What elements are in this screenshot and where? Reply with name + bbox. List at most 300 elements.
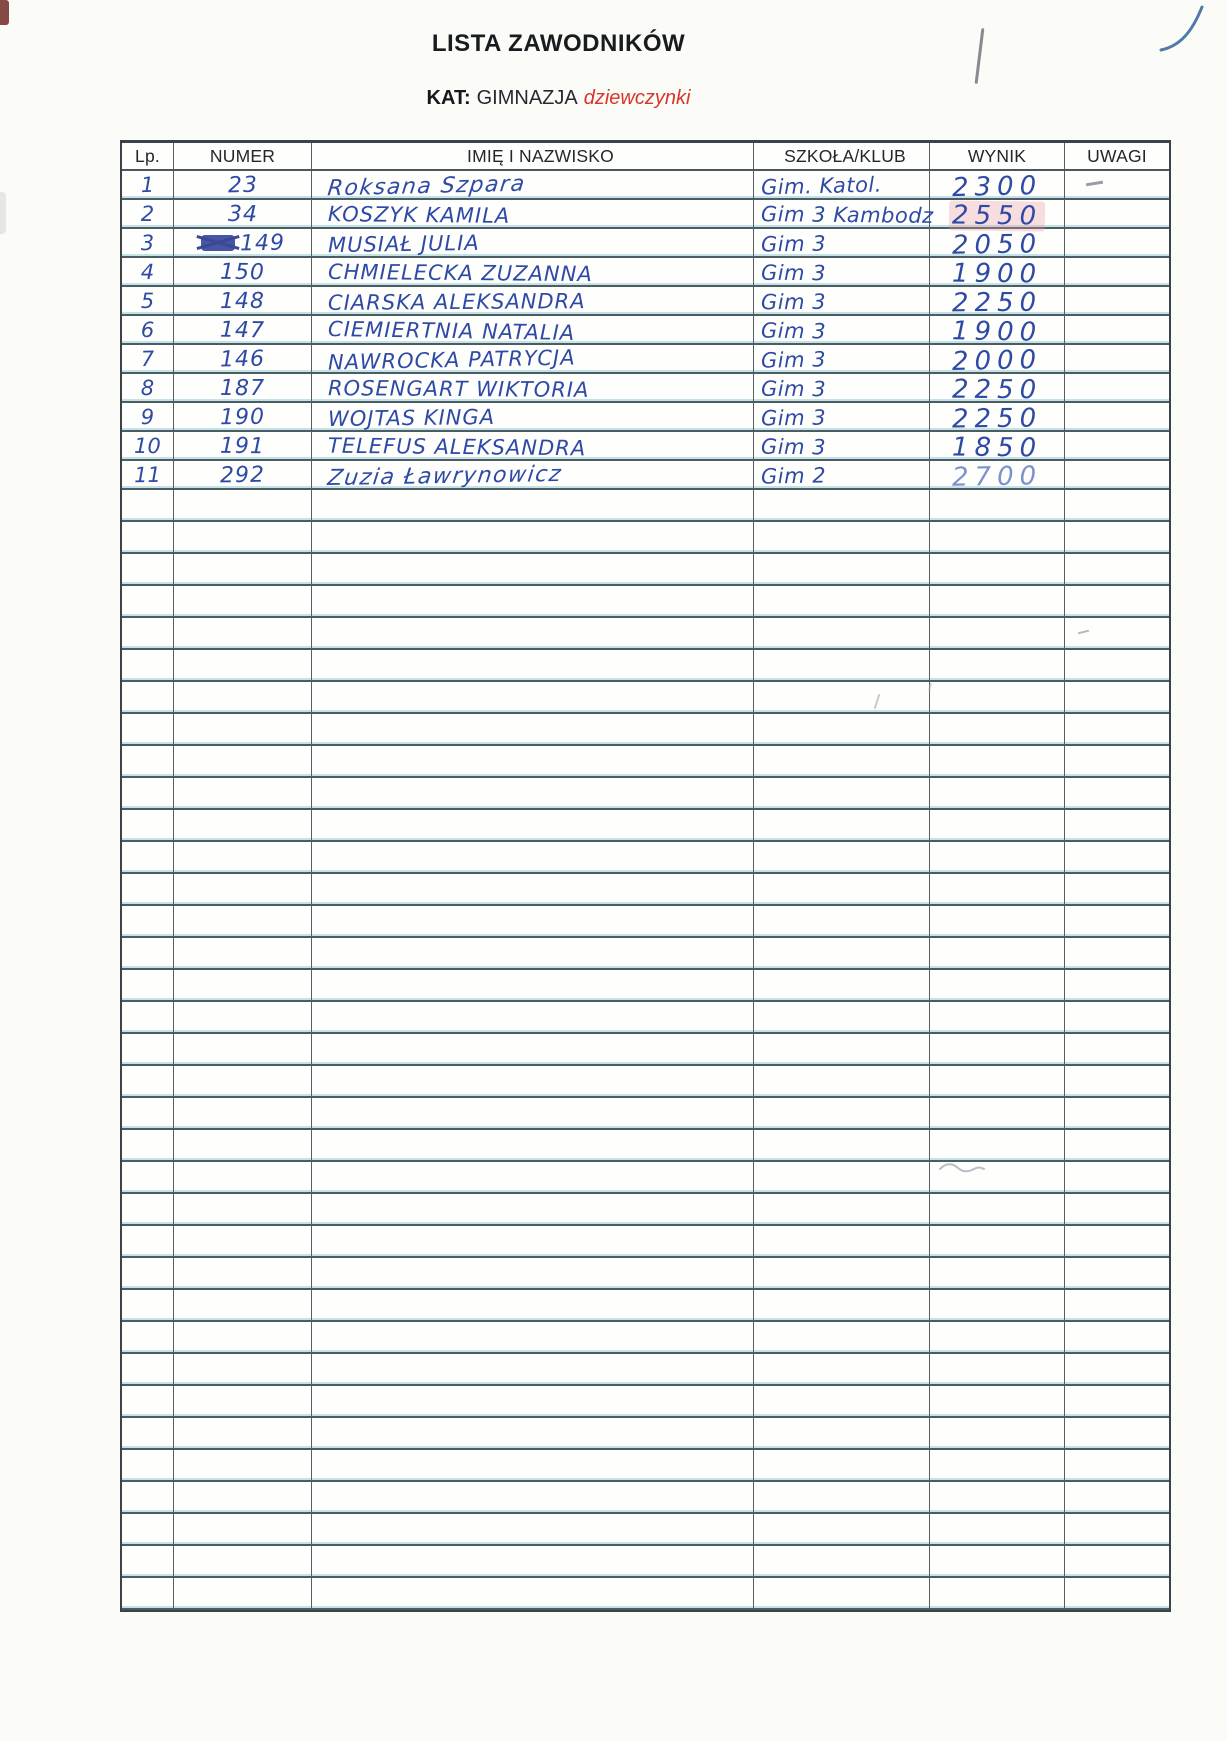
empty-cell xyxy=(122,682,174,712)
numer-value: 150 xyxy=(219,259,266,286)
empty-cell xyxy=(754,1290,930,1320)
numer-value: 191 xyxy=(219,433,266,460)
lp-value: 1 xyxy=(140,172,155,198)
empty-cell xyxy=(122,1130,174,1160)
lp-value: 9 xyxy=(140,404,155,430)
empty-cell xyxy=(1065,1034,1169,1064)
numer-cell xyxy=(174,374,312,401)
empty-table-row xyxy=(122,554,1169,586)
header-numer: NUMER xyxy=(174,143,312,169)
table-header-row xyxy=(122,143,1169,171)
wynik-value: 2250 xyxy=(951,374,1043,406)
wynik-cell xyxy=(930,200,1065,232)
numer-cell xyxy=(174,403,312,430)
club-cell xyxy=(754,316,930,343)
empty-cell xyxy=(122,490,174,520)
club-value: Gim 3 xyxy=(760,318,827,344)
empty-cell xyxy=(930,938,1065,968)
name-value: ROSENGART WIKTORIA xyxy=(327,376,590,402)
empty-cell xyxy=(312,970,754,1000)
empty-cell xyxy=(754,618,930,648)
table-row xyxy=(122,374,1169,406)
header-club: SZKOŁA/KLUB xyxy=(754,143,930,169)
empty-cell xyxy=(930,1578,1065,1608)
club-cell xyxy=(754,432,930,459)
empty-cell xyxy=(754,1482,930,1512)
name-value: CIEMIERTNIA NATALIA xyxy=(327,317,576,345)
empty-cell xyxy=(122,970,174,1000)
lp-value: 7 xyxy=(140,346,155,372)
empty-cell xyxy=(174,1002,312,1032)
club-cell xyxy=(754,403,930,430)
club-value: Gim 2 xyxy=(760,463,827,489)
empty-cell xyxy=(930,1354,1065,1384)
empty-cell xyxy=(122,1066,174,1096)
empty-cell xyxy=(1065,1194,1169,1224)
empty-table-row xyxy=(122,618,1169,650)
uwagi-cell xyxy=(1065,345,1169,372)
empty-cell xyxy=(312,810,754,840)
empty-table-row xyxy=(122,1194,1169,1226)
empty-cell xyxy=(1065,554,1169,584)
empty-cell xyxy=(174,1354,312,1384)
club-cell xyxy=(754,171,930,198)
empty-cell xyxy=(122,618,174,648)
empty-cell xyxy=(122,586,174,616)
empty-cell xyxy=(754,1450,930,1480)
empty-cell xyxy=(754,1130,930,1160)
wynik-cell xyxy=(930,229,1065,261)
empty-cell xyxy=(174,778,312,808)
lp-value: 4 xyxy=(140,259,155,285)
wynik-value: 2050 xyxy=(951,229,1043,261)
lp-value: 5 xyxy=(140,288,155,314)
empty-cell xyxy=(754,1354,930,1384)
table-row xyxy=(122,287,1169,319)
name-value: MUSIAŁ JULIA xyxy=(327,230,480,258)
empty-table-row xyxy=(122,842,1169,874)
empty-cell xyxy=(1065,682,1169,712)
empty-cell xyxy=(122,1226,174,1256)
numer-cell xyxy=(174,287,312,314)
uwagi-cell xyxy=(1065,432,1169,459)
empty-cell xyxy=(1065,874,1169,904)
empty-cell xyxy=(312,490,754,520)
name-value: KOSZYK KAMILA xyxy=(327,202,511,228)
empty-cell xyxy=(930,618,1065,648)
empty-cell xyxy=(174,1482,312,1512)
uwagi-cell xyxy=(1065,258,1169,285)
empty-cell xyxy=(754,874,930,904)
empty-table-row xyxy=(122,1162,1169,1194)
empty-table-row xyxy=(122,1226,1169,1258)
empty-cell xyxy=(1065,618,1169,648)
empty-cell xyxy=(174,1450,312,1480)
empty-cell xyxy=(122,1034,174,1064)
empty-cell xyxy=(930,1514,1065,1544)
category-label: KAT: xyxy=(426,87,471,109)
club-cell xyxy=(754,345,930,372)
empty-cell xyxy=(1065,1130,1169,1160)
club-value: Gim 3 xyxy=(760,434,827,460)
empty-cell xyxy=(174,842,312,872)
empty-cell xyxy=(754,1546,930,1576)
empty-cell xyxy=(754,586,930,616)
empty-cell xyxy=(754,746,930,776)
empty-cell xyxy=(930,1194,1065,1224)
club-cell xyxy=(754,258,930,285)
club-value: Gim 3 xyxy=(760,231,827,257)
club-cell xyxy=(754,374,930,401)
empty-cell xyxy=(754,682,930,712)
empty-cell xyxy=(754,554,930,584)
wynik-value: 2250 xyxy=(951,287,1043,319)
lp-cell xyxy=(122,432,174,459)
empty-cell xyxy=(930,1226,1065,1256)
numer-cell xyxy=(174,432,312,459)
empty-table-row xyxy=(122,1354,1169,1386)
table-row xyxy=(122,258,1169,290)
club-value: Gim 3 xyxy=(760,260,827,286)
empty-cell xyxy=(312,1130,754,1160)
lp-value: 6 xyxy=(140,317,155,343)
competitors-table xyxy=(120,140,1171,1612)
empty-cell xyxy=(754,1162,930,1192)
lp-cell xyxy=(122,287,174,314)
empty-cell xyxy=(122,1194,174,1224)
empty-cell xyxy=(1065,938,1169,968)
empty-cell xyxy=(122,714,174,744)
empty-cell xyxy=(754,714,930,744)
empty-cell xyxy=(930,778,1065,808)
empty-cell xyxy=(1065,1002,1169,1032)
empty-cell xyxy=(754,778,930,808)
empty-cell xyxy=(174,1290,312,1320)
numer-value: 190 xyxy=(219,404,266,431)
name-value: Roksana Szpara xyxy=(326,171,528,202)
empty-cell xyxy=(754,650,930,680)
wynik-value: 2000 xyxy=(951,345,1043,377)
empty-cell xyxy=(122,1322,174,1352)
empty-cell xyxy=(122,874,174,904)
empty-cell xyxy=(930,906,1065,936)
name-cell xyxy=(312,461,754,492)
empty-cell xyxy=(312,1066,754,1096)
empty-cell xyxy=(930,874,1065,904)
empty-cell xyxy=(754,1386,930,1416)
wynik-value: 1900 xyxy=(951,316,1043,348)
empty-cell xyxy=(930,522,1065,552)
empty-cell xyxy=(174,938,312,968)
uwagi-cell xyxy=(1065,200,1169,227)
empty-table-row xyxy=(122,1546,1169,1578)
empty-cell xyxy=(122,906,174,936)
name-cell xyxy=(312,345,754,375)
empty-table-row xyxy=(122,970,1169,1002)
empty-cell xyxy=(930,842,1065,872)
subcategory-value: dziewczynki xyxy=(583,87,691,109)
uwagi-cell xyxy=(1065,374,1169,401)
empty-table-row xyxy=(122,1098,1169,1130)
wynik-cell xyxy=(930,258,1065,290)
empty-cell xyxy=(754,810,930,840)
empty-cell xyxy=(122,1386,174,1416)
empty-table-row xyxy=(122,1514,1169,1546)
empty-cell xyxy=(122,778,174,808)
scan-artifact-corner-mark xyxy=(0,0,9,25)
empty-cell xyxy=(174,1162,312,1192)
lp-value: 11 xyxy=(133,462,162,488)
table-row xyxy=(122,345,1169,377)
empty-cell xyxy=(1065,1546,1169,1576)
empty-cell xyxy=(754,1002,930,1032)
table-row xyxy=(122,461,1169,493)
empty-cell xyxy=(1065,1162,1169,1192)
scan-artifact-edge-smudge xyxy=(0,192,6,234)
empty-cell xyxy=(312,1002,754,1032)
empty-table-row xyxy=(122,1482,1169,1514)
empty-cell xyxy=(754,490,930,520)
name-cell xyxy=(312,403,754,430)
empty-cell xyxy=(174,1514,312,1544)
empty-cell xyxy=(174,1034,312,1064)
wynik-value: 2550 xyxy=(949,200,1045,231)
empty-cell xyxy=(930,810,1065,840)
empty-cell xyxy=(930,746,1065,776)
empty-cell xyxy=(312,1418,754,1448)
name-value: Zuzia Ławrynowicz xyxy=(326,461,564,492)
lp-cell xyxy=(122,200,174,227)
scan-artifact-corner-stroke xyxy=(1158,2,1220,56)
empty-table-row xyxy=(122,490,1169,522)
wynik-cell xyxy=(930,403,1065,435)
empty-cell xyxy=(122,1098,174,1128)
empty-cell xyxy=(1065,586,1169,616)
empty-cell xyxy=(754,1578,930,1608)
empty-table-row xyxy=(122,1130,1169,1162)
empty-cell xyxy=(754,842,930,872)
empty-cell xyxy=(122,1418,174,1448)
uwagi-cell xyxy=(1065,229,1169,256)
empty-cell xyxy=(312,1226,754,1256)
page-title: LISTA ZAWODNIKÓW xyxy=(431,30,686,57)
empty-cell xyxy=(312,1354,754,1384)
empty-cell xyxy=(1065,810,1169,840)
wynik-value: 2250 xyxy=(951,403,1043,435)
empty-cell xyxy=(312,1450,754,1480)
empty-cell xyxy=(174,554,312,584)
lp-cell xyxy=(122,374,174,401)
empty-cell xyxy=(930,1066,1065,1096)
empty-cell xyxy=(1065,490,1169,520)
empty-table-row xyxy=(122,746,1169,778)
empty-cell xyxy=(312,746,754,776)
empty-cell xyxy=(312,842,754,872)
empty-cell xyxy=(1065,970,1169,1000)
empty-cell xyxy=(174,1098,312,1128)
empty-table-row xyxy=(122,810,1169,842)
lp-cell xyxy=(122,258,174,285)
empty-cell xyxy=(174,1258,312,1288)
empty-table-row xyxy=(122,906,1169,938)
empty-cell xyxy=(312,906,754,936)
empty-cell xyxy=(754,1258,930,1288)
empty-cell xyxy=(122,938,174,968)
wynik-value: 2700 xyxy=(951,461,1043,493)
empty-cell xyxy=(930,650,1065,680)
name-value: CHMIELECKA ZUZANNA xyxy=(327,259,593,287)
category-line xyxy=(0,87,1117,110)
empty-cell xyxy=(174,714,312,744)
empty-cell xyxy=(174,490,312,520)
wynik-cell xyxy=(930,461,1065,493)
empty-cell xyxy=(122,1578,174,1608)
empty-cell xyxy=(1065,1322,1169,1352)
club-value: Gim 3 xyxy=(760,405,827,431)
empty-cell xyxy=(312,1386,754,1416)
empty-cell xyxy=(930,1002,1065,1032)
empty-cell xyxy=(930,714,1065,744)
empty-cell xyxy=(174,682,312,712)
empty-cell xyxy=(312,1578,754,1608)
empty-cell xyxy=(1065,746,1169,776)
empty-cell xyxy=(930,554,1065,584)
empty-cell xyxy=(930,682,1065,712)
table-row xyxy=(122,170,1169,204)
empty-cell xyxy=(312,1290,754,1320)
empty-cell xyxy=(174,970,312,1000)
numer-value: 292 xyxy=(219,462,266,489)
empty-table-row xyxy=(122,522,1169,554)
empty-cell xyxy=(1065,1290,1169,1320)
empty-cell xyxy=(174,522,312,552)
empty-table-row xyxy=(122,714,1169,746)
numer-cell xyxy=(174,316,312,343)
empty-cell xyxy=(122,522,174,552)
empty-cell xyxy=(122,1450,174,1480)
empty-cell xyxy=(174,618,312,648)
wynik-cell xyxy=(930,316,1065,348)
empty-cell xyxy=(930,1290,1065,1320)
empty-cell xyxy=(1065,1258,1169,1288)
empty-cell xyxy=(1065,650,1169,680)
club-value: Gim 3 xyxy=(760,376,827,402)
numer-value: 149 xyxy=(239,230,285,257)
empty-cell xyxy=(930,586,1065,616)
empty-cell xyxy=(122,650,174,680)
empty-cell xyxy=(1065,1418,1169,1448)
lp-value: 3 xyxy=(140,230,155,256)
wynik-value: 1850 xyxy=(951,432,1043,464)
uwagi-cell xyxy=(1065,287,1169,314)
empty-cell xyxy=(122,746,174,776)
empty-cell xyxy=(1065,1066,1169,1096)
empty-table-row xyxy=(122,1322,1169,1354)
table-row xyxy=(122,200,1169,232)
club-cell xyxy=(754,200,934,228)
lp-cell xyxy=(122,403,174,430)
empty-table-row xyxy=(122,1578,1169,1610)
header-wynik: WYNIK xyxy=(930,143,1065,169)
empty-cell xyxy=(312,554,754,584)
empty-cell xyxy=(122,1514,174,1544)
empty-cell xyxy=(174,1226,312,1256)
name-cell xyxy=(312,258,754,285)
club-value: Gim 3 Kambodz xyxy=(760,202,934,228)
empty-cell xyxy=(1065,1386,1169,1416)
empty-cell xyxy=(1065,1578,1169,1608)
numer-cell xyxy=(174,258,312,285)
club-value: Gim 3 xyxy=(760,347,827,373)
name-cell xyxy=(312,432,754,459)
name-value: TELEFUS ALEKSANDRA xyxy=(327,433,587,461)
empty-cell xyxy=(312,1034,754,1064)
uwagi-cell xyxy=(1065,316,1169,343)
empty-cell xyxy=(754,1514,930,1544)
empty-table-row xyxy=(122,1034,1169,1066)
empty-table-row xyxy=(122,682,1169,714)
empty-cell xyxy=(754,1322,930,1352)
empty-cell xyxy=(754,1194,930,1224)
empty-cell xyxy=(174,650,312,680)
empty-cell xyxy=(312,1322,754,1352)
numer-value: 147 xyxy=(219,317,266,344)
empty-cell xyxy=(174,1130,312,1160)
empty-cell xyxy=(930,1386,1065,1416)
empty-cell xyxy=(1065,778,1169,808)
empty-cell xyxy=(754,1034,930,1064)
empty-cell xyxy=(754,906,930,936)
empty-cell xyxy=(1065,906,1169,936)
empty-table-row xyxy=(122,874,1169,906)
empty-cell xyxy=(122,1290,174,1320)
empty-table-row xyxy=(122,586,1169,618)
empty-cell xyxy=(1065,1450,1169,1480)
lp-value: 8 xyxy=(140,375,155,401)
empty-cell xyxy=(1065,1482,1169,1512)
empty-cell xyxy=(312,1482,754,1512)
name-cell xyxy=(312,316,754,343)
empty-cell xyxy=(174,1322,312,1352)
empty-cell xyxy=(174,906,312,936)
header-uwagi: UWAGI xyxy=(1087,145,1147,166)
empty-table-row xyxy=(122,1002,1169,1034)
empty-cell xyxy=(312,1258,754,1288)
empty-cell xyxy=(312,586,754,616)
empty-cell xyxy=(1065,1226,1169,1256)
club-cell xyxy=(754,287,930,314)
empty-cell xyxy=(122,842,174,872)
empty-cell xyxy=(930,1450,1065,1480)
numer-value: 146 xyxy=(219,346,266,373)
empty-cell xyxy=(930,1322,1065,1352)
empty-cell xyxy=(312,1546,754,1576)
wynik-value: 1900 xyxy=(951,258,1043,290)
uwagi-cell xyxy=(1065,461,1169,488)
table-row xyxy=(122,316,1169,348)
club-cell xyxy=(754,229,930,256)
lp-value: 10 xyxy=(134,433,161,459)
lp-cell xyxy=(122,316,174,343)
empty-cell xyxy=(754,1098,930,1128)
empty-cell xyxy=(930,1098,1065,1128)
header-lp: Lp. xyxy=(122,143,174,169)
empty-table-row xyxy=(122,1450,1169,1482)
numer-cell xyxy=(174,345,312,372)
empty-cell xyxy=(122,1482,174,1512)
empty-table-row xyxy=(122,1290,1169,1322)
empty-cell xyxy=(930,1482,1065,1512)
